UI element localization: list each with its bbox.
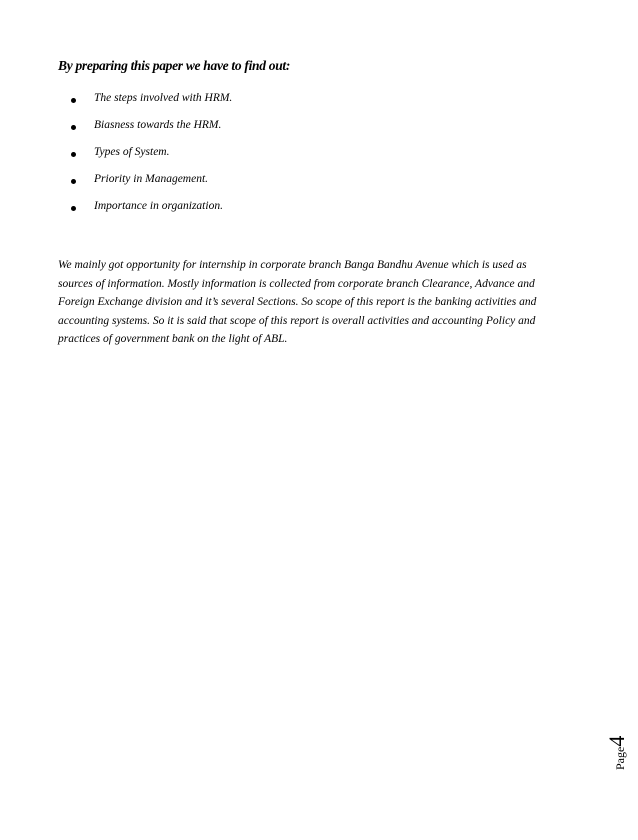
list-item-text: Biasness towards the HRM. — [94, 119, 222, 131]
scope-paragraph — [58, 256, 588, 349]
paragraph-line: practices of government bank on the light of ABL. — [58, 333, 288, 345]
paragraph-line: We mainly got opportunity for internship in corporate branch Banga Bandhu Avenue which is used as — [58, 259, 527, 271]
list-item-text: Types of System. — [94, 146, 170, 158]
paragraph-line: sources of information. Mostly information is collected from corporate branch Clearance, Advance and — [58, 277, 535, 290]
page-word: Page — [613, 746, 627, 770]
list-item-text: The steps involved with HRM. — [94, 92, 233, 104]
bullet-icon — [71, 152, 76, 157]
page-number: 4 — [604, 735, 629, 747]
bullet-icon — [71, 98, 76, 103]
paragraph-line: Foreign Exchange division and it’s several Sections. So scope of this report is the banking activities and — [58, 296, 537, 308]
bullet-icon — [71, 179, 76, 184]
list-item-text: Importance in organization. — [94, 200, 223, 212]
bullet-icon — [71, 206, 76, 211]
list-item-text: Priority in Management. — [94, 173, 209, 185]
paragraph-line: accounting systems. So it is said that scope of this report is overall activities and accounting Policy and — [58, 314, 536, 327]
bullet-icon — [71, 125, 76, 130]
section-heading: By preparing this paper we have to find out: — [58, 58, 291, 73]
page-number-label — [604, 720, 632, 770]
